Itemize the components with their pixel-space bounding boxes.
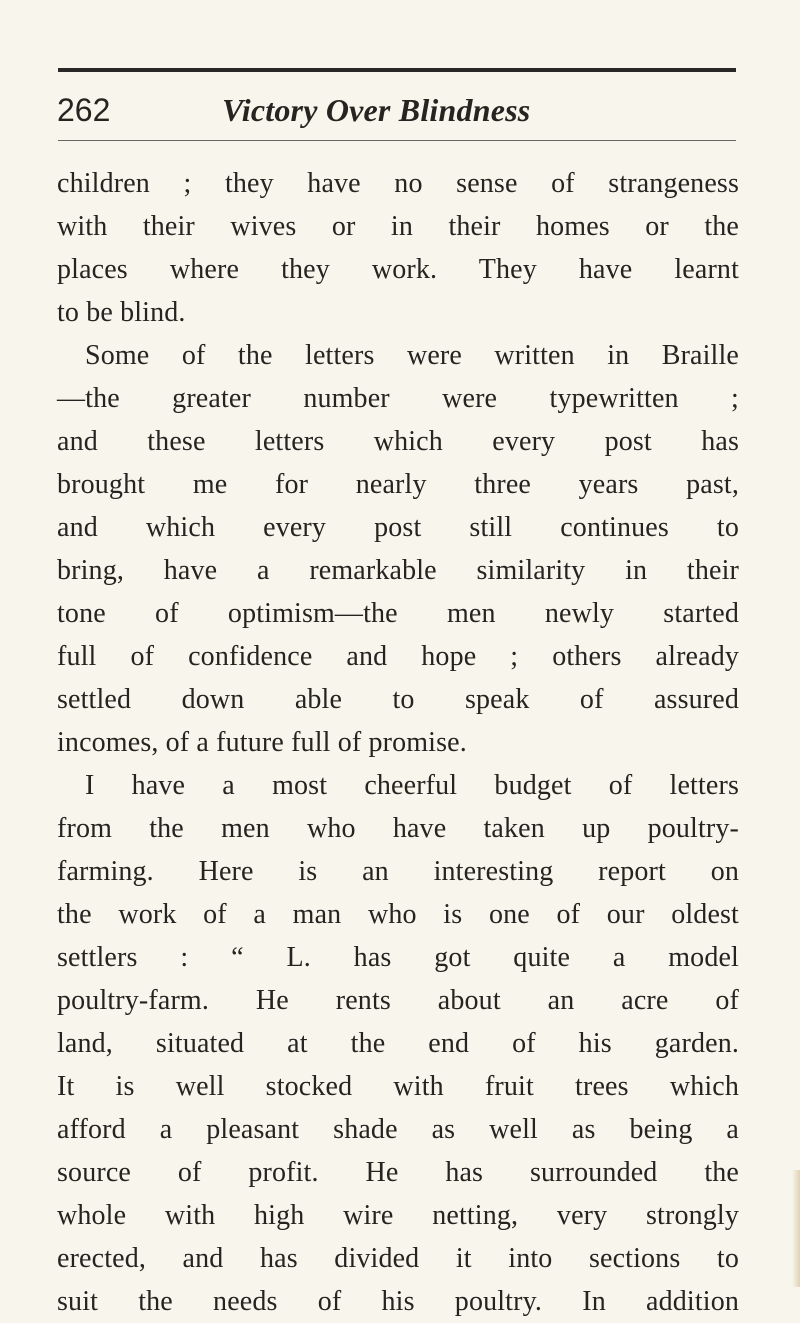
text-line: Some of the letters were written in Braille <box>85 340 739 371</box>
text-line: settlers : “ L. has got quite a model <box>57 942 739 973</box>
text-line: It is well stocked with fruit trees which <box>57 1071 739 1102</box>
text-line: the work of a man who is one of our oldest <box>57 899 739 930</box>
text-line: from the men who have taken up poultry- <box>57 813 739 844</box>
text-line: suit the needs of his poultry. In addition <box>57 1286 739 1317</box>
top-rule <box>58 68 736 72</box>
text-line: farming. Here is an interesting report on <box>57 856 739 887</box>
text-line: with their wives or in their homes or the <box>57 211 739 242</box>
page-header <box>57 90 737 130</box>
text-line: full of confidence and hope ; others already <box>57 641 739 672</box>
text-line: incomes, of a future full of promise. <box>57 727 467 758</box>
text-line: brought me for nearly three years past, <box>57 469 739 500</box>
page-edge-shadow <box>792 1170 800 1287</box>
text-line: children ; they have no sense of strangeness <box>57 168 739 199</box>
text-line: erected, and has divided it into sections to <box>57 1243 739 1274</box>
body-text <box>57 162 739 1323</box>
text-line: afford a pleasant shade as well as being a <box>57 1114 739 1145</box>
text-line: places where they work. They have learnt <box>57 254 739 285</box>
text-line: I have a most cheerful budget of letters <box>85 770 739 801</box>
text-line: and which every post still continues to <box>57 512 739 543</box>
text-line: and these letters which every post has <box>57 426 739 457</box>
text-line: whole with high wire netting, very strongly <box>57 1200 739 1231</box>
text-line: —the greater number were typewritten ; <box>57 383 739 414</box>
text-line: source of profit. He has surrounded the <box>57 1157 739 1188</box>
running-title: Victory Over Blindness <box>222 92 531 128</box>
text-line: tone of optimism—the men newly started <box>57 598 739 629</box>
page-number: 262 <box>57 92 111 128</box>
text-line: bring, have a remarkable similarity in their <box>57 555 739 586</box>
header-rule <box>58 140 736 141</box>
text-line: land, situated at the end of his garden. <box>57 1028 739 1059</box>
text-line: to be blind. <box>57 297 186 328</box>
text-line: poultry-farm. He rents about an acre of <box>57 985 739 1016</box>
text-line: settled down able to speak of assured <box>57 684 739 715</box>
